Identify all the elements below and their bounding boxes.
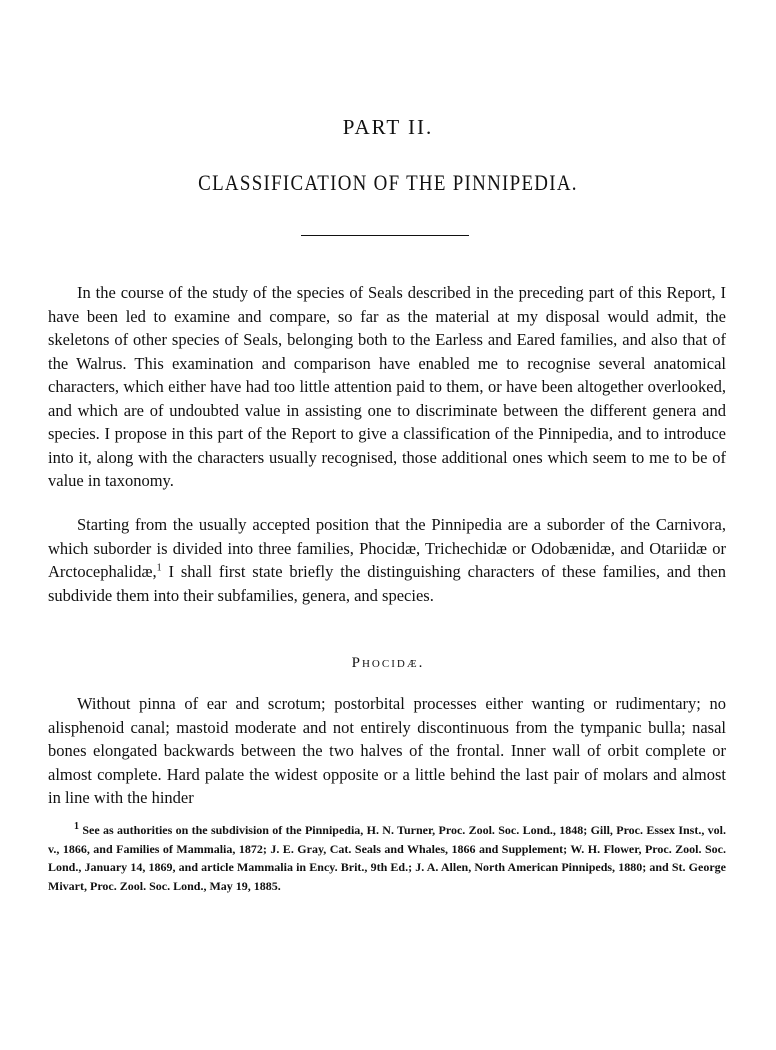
footnote-block <box>48 821 726 895</box>
families-paragraph-block <box>48 513 726 607</box>
footnote-reference-mark: 1 <box>156 562 162 574</box>
intro-paragraph: In the course of the study of the species of Seals described in the preceding part of this Report, I have been led to examine and compare, so far as the material at my disposal would admit, the skeletons of other species of Seals, belonging both to the Earless and Eared families, and also that of the Walrus. This examination and comparison have enabled me to recognise several anatomical characters, which either have had too little attention paid to them, or have been altogether overlooked, and which are of undoubted value in assisting one to discriminate between the different genera and species. I propose in this part of the Report to give a classification of the Pinnipedia, and to introduce into it, along with the characters usually recognised, those additional ones which seem to me to be of value in taxonomy. <box>48 283 726 490</box>
footnote <box>48 821 726 895</box>
phocidae-paragraph-block <box>48 692 726 810</box>
families-paragraph-text-b: I shall first state briefly the distinguishing characters of these families, and then subdivide them into their subfamilies, genera, and species. <box>48 562 726 605</box>
footnote-marker: 1 <box>74 821 79 832</box>
footnote-text: See as authorities on the subdivision of the Pinnipedia, H. N. Turner, Proc. Zool. Soc. Lond., 1848; Gill, Proc. Essex Inst., vol. v., 1866, and Families of Mammalia, 1872; J. E. Gray, Cat. Seals and Whales, 1866 and Supplement; W. H. Flower, Proc. Zool. Soc. Lond., January 14, 1869, and article Mammalia in Ency. Brit., 9th Ed.; J. A. Allen, North American Pinnipeds, 1880; and St. George Mivart, Proc. Zool. Soc. Lond., May 19, 1885. <box>48 823 726 893</box>
phocidae-paragraph: Without pinna of ear and scrotum; postorbital processes either wanting or rudimentary; no alisphenoid canal; mastoid moderate and not entirely discontinuous from the tympanic bulla; nasal bones elongated backwards between the two halves of the frontal. Inner wall of orbit complete or almost complete. Hard palate the widest opposite or a little behind the last pair of molars and almost in line with the hinder <box>48 694 726 807</box>
section-heading-phocidae: Phocidæ. <box>351 655 425 671</box>
families-paragraph <box>48 513 726 607</box>
title-divider-rule <box>301 235 469 236</box>
part-title: PART II. <box>342 115 434 139</box>
families-paragraph-text-a: Starting from the usually accepted position that the Pinnipedia are a suborder of the Carnivora, which suborder is divided into three families, Phocidæ, Trichechidæ or Odobænidæ, and Otariidæ or Arctocephalidæ, <box>48 515 726 581</box>
chapter-title: CLASSIFICATION OF THE PINNIPEDIA. <box>198 170 578 195</box>
intro-paragraph-block <box>48 281 726 493</box>
